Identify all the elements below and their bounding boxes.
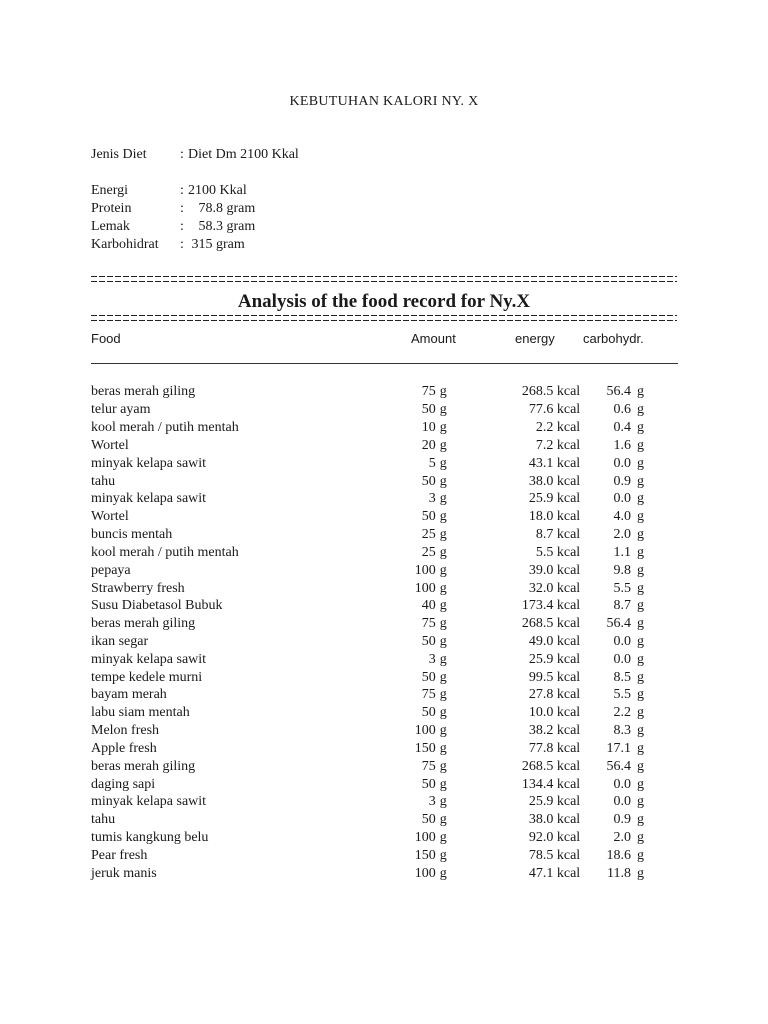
amount-cell: 50 [421, 509, 436, 525]
food-cell: tumis kangkung belu [91, 830, 209, 846]
food-cell: tempe kedele murni [91, 669, 203, 685]
table-row [91, 454, 651, 472]
carbohydrate-unit-cell: g [637, 794, 644, 810]
carbohydrate-unit-cell: g [637, 669, 644, 685]
amount-cell: 75 [421, 687, 436, 703]
food-cell: labu siam mentah [91, 705, 190, 721]
table-row [91, 508, 651, 526]
carbohydrate-cell: 18.6 [606, 847, 631, 863]
table-row [91, 793, 651, 811]
carbohydrate-unit-cell: g [637, 776, 644, 792]
table-row [91, 740, 651, 758]
amount-unit-cell: g [439, 705, 447, 721]
amount-cell: 10 [421, 420, 436, 436]
energy-cell: 18.0 kcal [528, 509, 581, 525]
carbohydrate-cell: 2.2 [613, 705, 631, 721]
energy-cell: 99.5 kcal [528, 669, 581, 685]
energy-cell: 268.5 kcal [521, 616, 581, 632]
amount-cell: 75 [421, 616, 436, 632]
amount-unit-cell: g [439, 491, 447, 507]
need-separator: : [180, 237, 184, 252]
amount-cell: 75 [421, 384, 436, 400]
diet-value: Diet Dm 2100 Kkal [188, 147, 299, 162]
energy-cell: 47.1 kcal [528, 865, 581, 881]
table-row [91, 633, 651, 651]
food-cell: tahu [91, 473, 116, 489]
document-title: KEBUTUHAN KALORI NY. X [289, 94, 479, 109]
amount-cell: 3 [428, 491, 436, 507]
table-row [91, 579, 651, 597]
food-cell: Pear fresh [91, 847, 148, 863]
table-row [91, 401, 651, 419]
amount-unit-cell: g [439, 544, 447, 560]
need-separator: : [180, 183, 184, 198]
food-cell: Susu Diabetasol Bubuk [91, 598, 223, 614]
amount-cell: 100 [414, 580, 436, 596]
energy-cell: 38.0 kcal [528, 473, 581, 489]
carbohydrate-unit-cell: g [637, 847, 644, 863]
carbohydrate-cell: 0.0 [613, 794, 631, 810]
energy-cell: 25.9 kcal [528, 651, 581, 667]
food-cell: tahu [91, 812, 116, 828]
amount-cell: 50 [421, 473, 436, 489]
amount-unit-cell: g [439, 723, 447, 739]
amount-cell: 75 [421, 758, 436, 774]
table-row [91, 650, 651, 668]
amount-cell: 20 [421, 437, 436, 453]
amount-unit-cell: g [439, 651, 447, 667]
amount-unit-cell: g [439, 776, 447, 792]
carbohydrate-cell: 0.0 [613, 776, 631, 792]
food-cell: telur ayam [91, 402, 151, 418]
table-row [91, 668, 651, 686]
amount-unit-cell: g [439, 580, 447, 596]
amount-unit-cell: g [439, 758, 447, 774]
carbohydrate-unit-cell: g [637, 562, 644, 578]
carbohydrate-cell: 9.8 [613, 562, 631, 578]
amount-unit-cell: g [439, 812, 447, 828]
food-cell: daging sapi [91, 776, 156, 792]
carbohydrate-cell: 56.4 [606, 758, 631, 774]
energy-cell: 39.0 kcal [528, 562, 581, 578]
table-row [91, 864, 651, 882]
column-header-amount: Amount [411, 331, 456, 346]
need-label-protein: Protein [91, 201, 132, 216]
amount-unit-cell: g [439, 527, 447, 543]
carbohydrate-cell: 0.0 [613, 651, 631, 667]
amount-unit-cell: g [439, 420, 447, 436]
energy-cell: 268.5 kcal [521, 384, 581, 400]
amount-cell: 100 [414, 723, 436, 739]
food-cell: pepaya [91, 562, 131, 578]
table-row [91, 757, 651, 775]
double-rule-bottom [91, 315, 677, 321]
need-separator: : [180, 219, 184, 234]
carbohydrate-cell: 56.4 [606, 616, 631, 632]
amount-unit-cell: g [439, 562, 447, 578]
carbohydrate-unit-cell: g [637, 651, 644, 667]
need-label-karbohidrat: Karbohidrat [91, 237, 159, 252]
carbohydrate-unit-cell: g [637, 580, 644, 596]
carbohydrate-cell: 0.4 [613, 420, 631, 436]
carbohydrate-cell: 0.6 [613, 402, 631, 418]
carbohydrate-cell: 5.5 [613, 580, 631, 596]
carbohydrate-cell: 2.0 [613, 527, 631, 543]
food-cell: Apple fresh [91, 740, 157, 756]
amount-cell: 50 [421, 812, 436, 828]
energy-cell: 77.6 kcal [528, 402, 581, 418]
need-value-lemak: 58.3 gram [188, 219, 256, 234]
table-row [91, 419, 651, 437]
table-row [91, 561, 651, 579]
food-cell: beras merah giling [91, 758, 196, 774]
amount-cell: 150 [414, 740, 436, 756]
header-divider [91, 363, 678, 364]
energy-cell: 25.9 kcal [528, 491, 581, 507]
carbohydrate-cell: 4.0 [613, 509, 631, 525]
carbohydrate-unit-cell: g [637, 437, 644, 453]
food-cell: Strawberry fresh [91, 580, 185, 596]
energy-cell: 134.4 kcal [521, 776, 581, 792]
carbohydrate-cell: 0.0 [613, 491, 631, 507]
table-row [91, 829, 651, 847]
carbohydrate-cell: 8.5 [613, 669, 631, 685]
amount-unit-cell: g [439, 402, 447, 418]
carbohydrate-cell: 56.4 [606, 384, 631, 400]
double-rule-top [91, 276, 677, 282]
energy-cell: 78.5 kcal [528, 847, 581, 863]
column-header-food: Food [91, 331, 121, 346]
energy-cell: 49.0 kcal [528, 634, 581, 649]
carbohydrate-unit-cell: g [637, 723, 644, 739]
food-cell: bayam merah [91, 687, 167, 703]
amount-cell: 50 [421, 669, 436, 685]
need-label-energi: Energi [91, 183, 129, 198]
amount-unit-cell: g [439, 455, 447, 471]
food-record-rows [91, 383, 651, 882]
column-header-energy: energy [515, 331, 555, 346]
carbohydrate-unit-cell: g [637, 491, 644, 507]
carbohydrate-cell: 0.0 [613, 634, 631, 649]
table-row [91, 615, 651, 633]
carbohydrate-unit-cell: g [637, 812, 644, 828]
energy-cell: 7.2 kcal [535, 437, 581, 453]
amount-cell: 3 [428, 651, 436, 667]
carbohydrate-unit-cell: g [637, 473, 644, 489]
amount-unit-cell: g [439, 669, 447, 685]
amount-cell: 25 [421, 544, 436, 560]
amount-unit-cell: g [439, 616, 447, 632]
amount-cell: 150 [414, 847, 436, 863]
energy-cell: 173.4 kcal [521, 598, 581, 614]
energy-cell: 38.2 kcal [528, 723, 581, 739]
energy-cell: 268.5 kcal [521, 758, 581, 774]
amount-unit-cell: g [439, 847, 447, 863]
food-cell: minyak kelapa sawit [91, 651, 207, 667]
diet-label: Jenis Diet [91, 147, 147, 162]
carbohydrate-cell: 1.6 [613, 437, 631, 453]
carbohydrate-unit-cell: g [637, 527, 644, 543]
energy-cell: 32.0 kcal [528, 580, 581, 596]
carbohydrate-cell: 11.8 [607, 865, 631, 881]
amount-cell: 40 [421, 598, 436, 614]
carbohydrate-unit-cell: g [637, 420, 644, 436]
carbohydrate-cell: 2.0 [613, 830, 631, 846]
carbohydrate-cell: 8.3 [613, 723, 631, 739]
table-row [91, 775, 651, 793]
amount-unit-cell: g [439, 865, 447, 881]
carbohydrate-cell: 0.9 [613, 473, 631, 489]
table-row [91, 543, 651, 561]
energy-cell: 25.9 kcal [528, 794, 581, 810]
carbohydrate-cell: 8.7 [613, 598, 631, 614]
table-row [91, 722, 651, 740]
carbohydrate-cell: 5.5 [613, 687, 631, 703]
amount-cell: 100 [414, 562, 436, 578]
carbohydrate-unit-cell: g [637, 544, 644, 560]
need-value-karbohidrat: 315 gram [188, 237, 245, 252]
energy-cell: 10.0 kcal [528, 705, 581, 721]
carbohydrate-unit-cell: g [637, 509, 644, 525]
diet-separator: : [180, 147, 184, 162]
carbohydrate-unit-cell: g [637, 598, 644, 614]
amount-cell: 100 [414, 865, 436, 881]
food-cell: jeruk manis [91, 865, 157, 881]
carbohydrate-unit-cell: g [637, 616, 644, 632]
carbohydrate-cell: 17.1 [606, 740, 631, 756]
food-cell: ikan segar [91, 634, 149, 649]
carbohydrate-unit-cell: g [637, 634, 644, 649]
need-value-protein: 78.8 gram [188, 201, 256, 216]
amount-cell: 25 [421, 527, 436, 543]
need-separator: : [180, 201, 184, 216]
carbohydrate-unit-cell: g [637, 705, 644, 721]
amount-cell: 50 [421, 402, 436, 418]
food-cell: kool merah / putih mentah [91, 544, 239, 560]
amount-unit-cell: g [439, 740, 447, 756]
amount-unit-cell: g [439, 384, 447, 400]
food-cell: beras merah giling [91, 616, 196, 632]
energy-cell: 27.8 kcal [528, 687, 581, 703]
food-cell: beras merah giling [91, 384, 196, 400]
carbohydrate-unit-cell: g [637, 384, 644, 400]
carbohydrate-unit-cell: g [637, 865, 644, 881]
amount-cell: 50 [421, 634, 436, 649]
carbohydrate-unit-cell: g [637, 687, 644, 703]
table-row [91, 490, 651, 508]
table-row [91, 811, 651, 829]
amount-cell: 3 [428, 794, 436, 810]
amount-unit-cell: g [439, 509, 447, 525]
table-row [91, 847, 651, 865]
energy-cell: 2.2 kcal [535, 420, 581, 436]
amount-cell: 5 [428, 455, 436, 471]
carbohydrate-unit-cell: g [637, 402, 644, 418]
food-cell: minyak kelapa sawit [91, 794, 207, 810]
carbohydrate-cell: 0.9 [613, 812, 631, 828]
amount-cell: 50 [421, 705, 436, 721]
carbohydrate-cell: 0.0 [613, 455, 631, 471]
need-label-lemak: Lemak [91, 219, 130, 234]
carbohydrate-cell: 1.1 [613, 544, 631, 560]
table-row [91, 472, 651, 490]
column-header-carbohydr: carbohydr. [583, 331, 644, 346]
carbohydrate-unit-cell: g [637, 455, 644, 471]
amount-unit-cell: g [439, 830, 447, 846]
table-row [91, 383, 651, 401]
energy-cell: 92.0 kcal [528, 830, 581, 846]
carbohydrate-unit-cell: g [637, 758, 644, 774]
energy-cell: 5.5 kcal [535, 544, 581, 560]
table-row [91, 704, 651, 722]
food-cell: minyak kelapa sawit [91, 491, 207, 507]
carbohydrate-unit-cell: g [637, 740, 644, 756]
amount-unit-cell: g [439, 473, 447, 489]
food-cell: buncis mentah [91, 527, 173, 543]
amount-cell: 50 [421, 776, 436, 792]
energy-cell: 43.1 kcal [528, 455, 581, 471]
amount-unit-cell: g [439, 794, 447, 810]
food-record-table [91, 383, 651, 882]
analysis-title: Analysis of the food record for Ny.X [237, 291, 531, 312]
food-cell: minyak kelapa sawit [91, 455, 207, 471]
table-row [91, 436, 651, 454]
table-row [91, 526, 651, 544]
carbohydrate-unit-cell: g [637, 830, 644, 846]
energy-cell: 8.7 kcal [535, 527, 581, 543]
amount-cell: 100 [414, 830, 436, 846]
amount-unit-cell: g [439, 634, 447, 649]
amount-unit-cell: g [439, 598, 447, 614]
food-cell: Melon fresh [91, 723, 160, 739]
food-cell: Wortel [91, 509, 129, 525]
energy-cell: 77.8 kcal [528, 740, 581, 756]
amount-unit-cell: g [439, 687, 447, 703]
energy-cell: 38.0 kcal [528, 812, 581, 828]
table-row [91, 686, 651, 704]
need-value-energi: 2100 Kkal [188, 183, 247, 198]
amount-unit-cell: g [439, 437, 447, 453]
food-cell: Wortel [91, 437, 129, 453]
food-cell: kool merah / putih mentah [91, 420, 239, 436]
table-row [91, 597, 651, 615]
